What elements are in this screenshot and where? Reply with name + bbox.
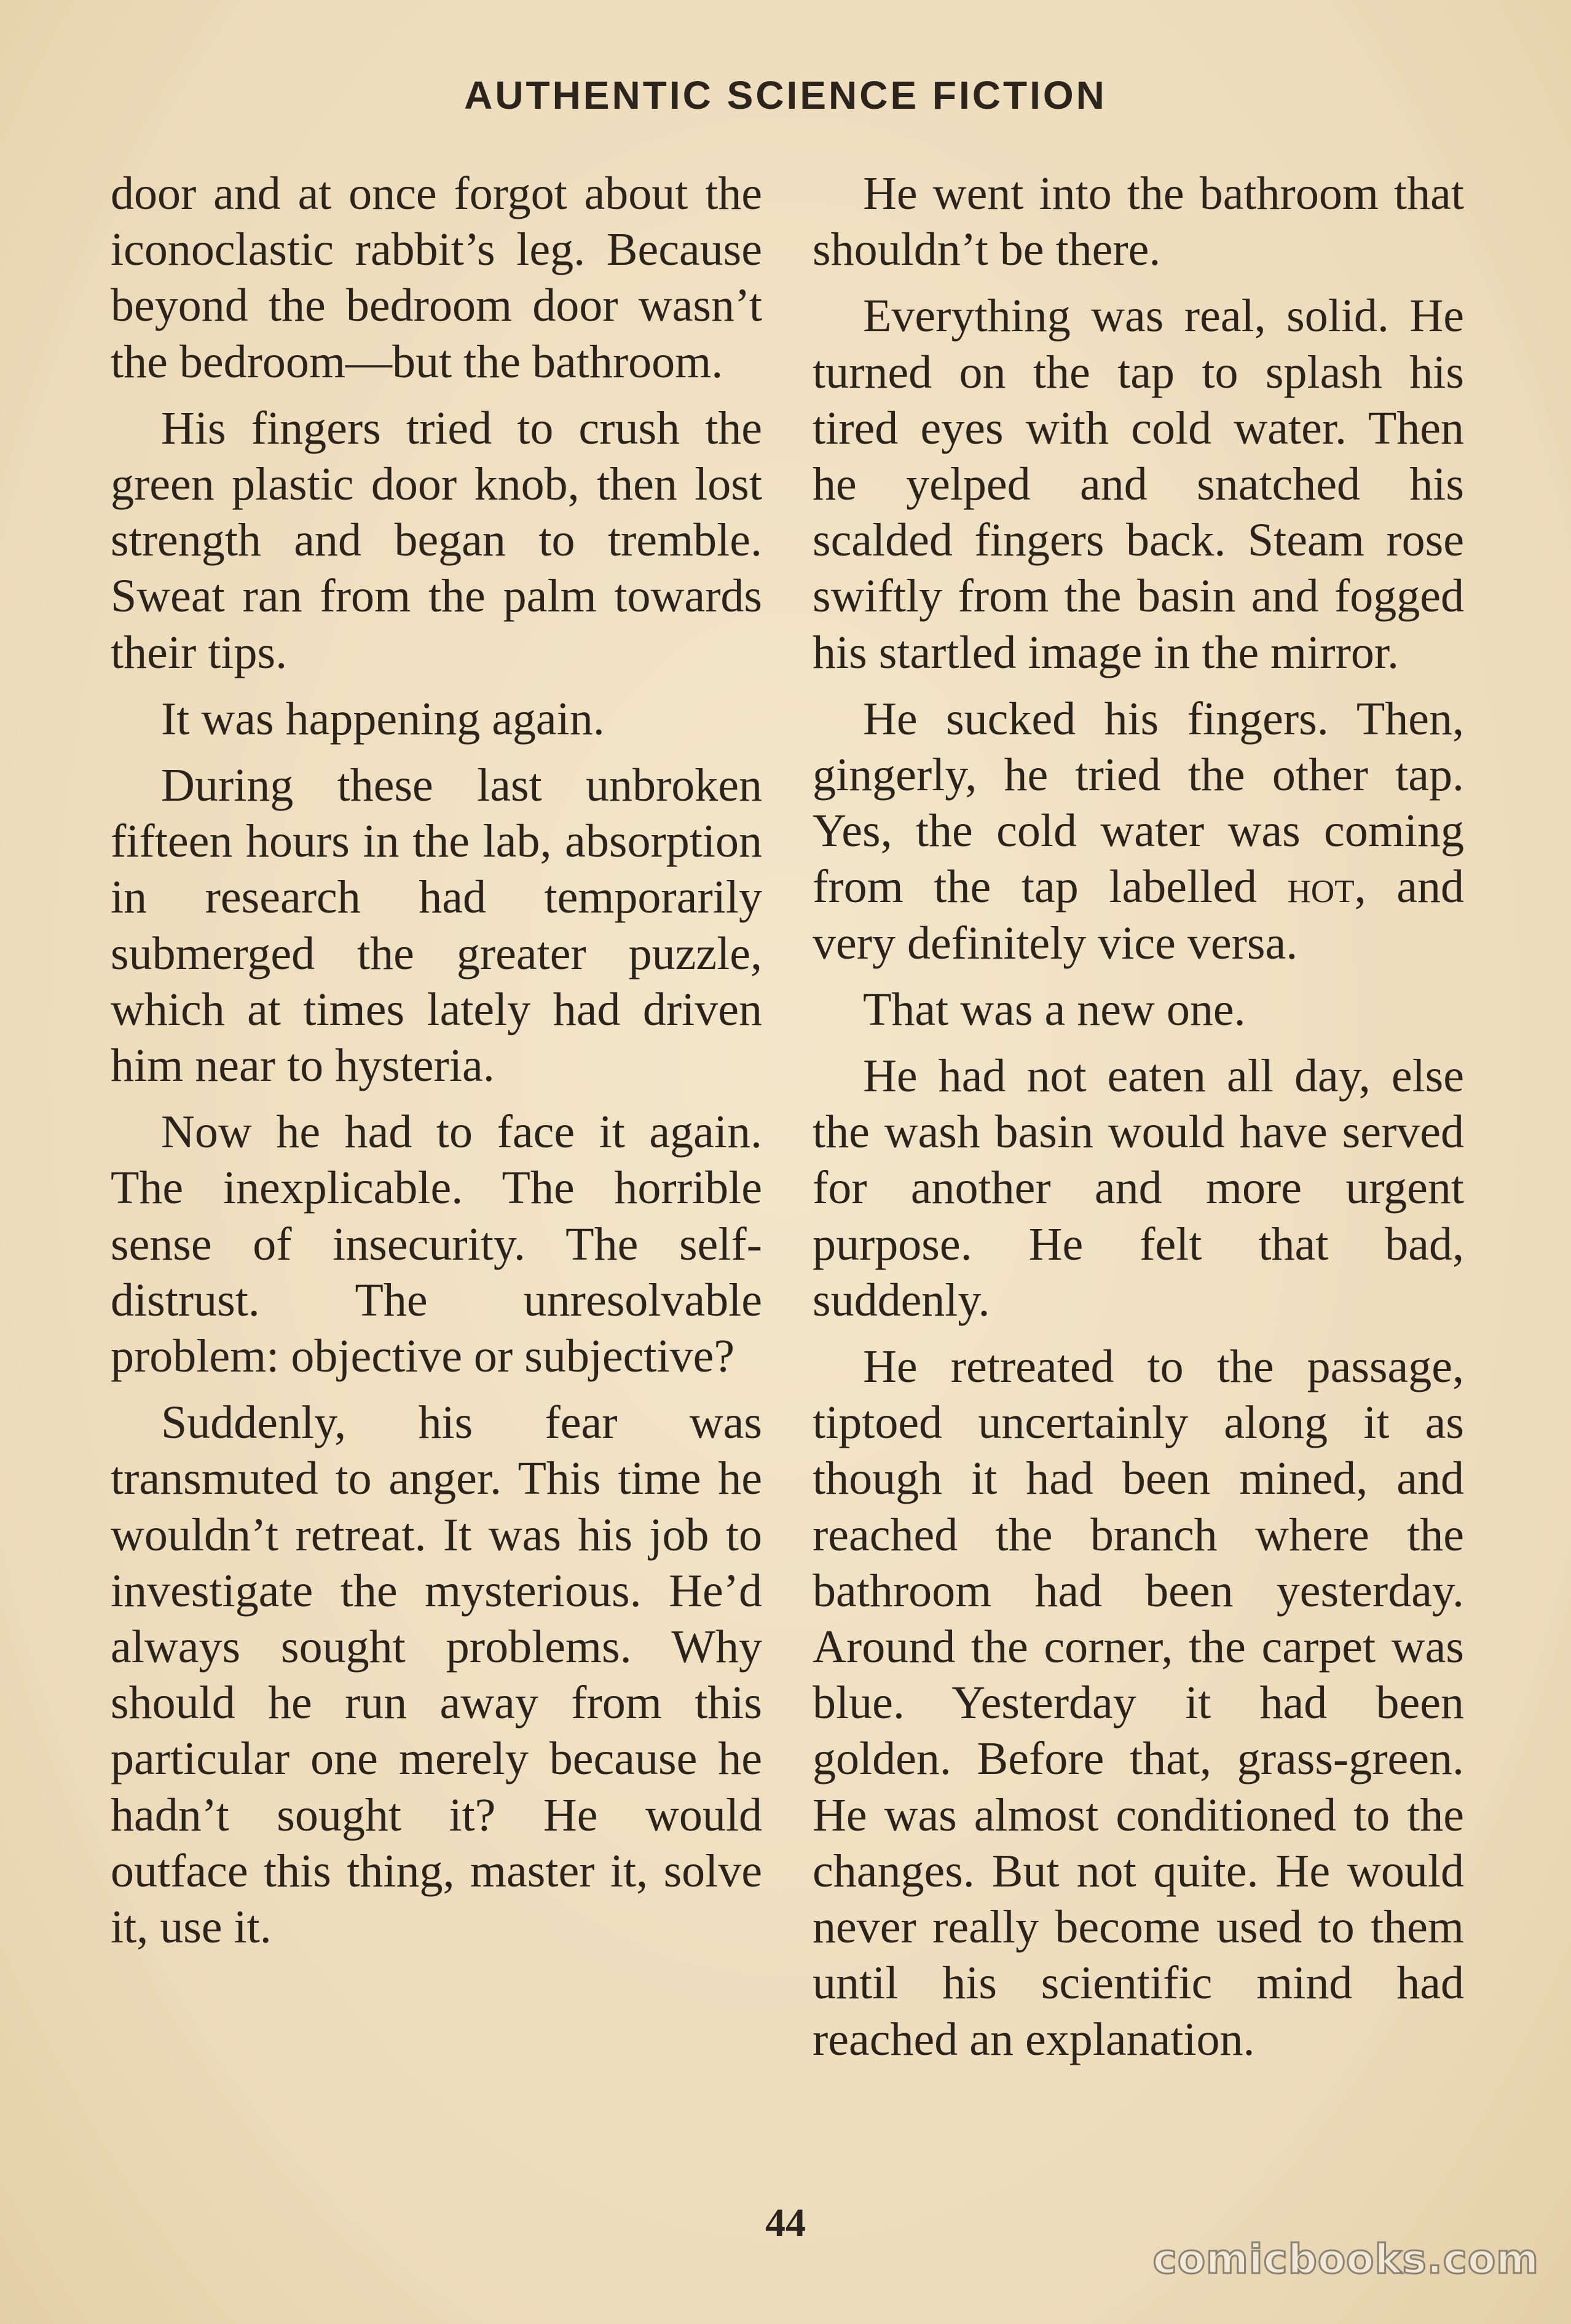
right-text-column bbox=[813, 166, 1464, 2078]
paragraph: door and at once forgot about the iconoclastic rabbit’s leg. Because beyond the bedroom door wasn’t the bedroom—but the bathroom. bbox=[111, 168, 762, 388]
paragraph: Suddenly, his fear was transmuted to anger. This time he wouldn’t retreat. It was his job to investigate the mysterious. He’d always sought problems. Why should he run away from this particular one merely because he hadn’t sought it? He would outface this thing, master it, solve it, use it. bbox=[111, 1397, 762, 1953]
paragraph: Now he had to face it again. The inexplicable. The horrible sense of insecurity. The self-distrust. The unresolvable problem: objective or subjective? bbox=[111, 1106, 762, 1383]
paragraph-text: He sucked his fingers. Then, gingerly, he tried the other tap. Yes, the cold water was coming from the tap labelled bbox=[813, 693, 1464, 913]
paragraph: He went into the bathroom that shouldn’t be there. bbox=[813, 168, 1464, 276]
running-header: AUTHENTIC SCIENCE FICTION bbox=[464, 73, 1107, 117]
tap-label-hot: hot bbox=[1287, 861, 1355, 913]
page-number: 44 bbox=[765, 2200, 806, 2245]
paragraph: He had not eaten all day, else the wash basin would have served for another and more urgent purpose. He felt that bad, suddenly. bbox=[813, 1050, 1464, 1326]
site-watermark: comicbooks.com bbox=[1152, 2236, 1539, 2283]
left-text-column bbox=[111, 166, 762, 1966]
paragraph: His fingers tried to crush the green plastic door knob, then lost strength and began to tremble. Sweat ran from the palm towards their tips. bbox=[111, 402, 762, 678]
paragraph: Everything was real, solid. He turned on the tap to splash his tired eyes with cold water. Then he yelped and snatched his scalded fingers back. Steam rose swiftly from the basin and fogged his startled image in the mirror. bbox=[813, 290, 1464, 678]
paragraph: That was a new one. bbox=[863, 983, 1246, 1035]
paragraph: It was happening again. bbox=[161, 693, 605, 745]
paragraph bbox=[813, 691, 1464, 972]
paragraph-text: , and very definitely vice versa. bbox=[813, 861, 1464, 969]
paragraph: During these last unbroken fifteen hours in the lab, absorption in research had temporarily submerged the greater puzzle, which at times lately had driven him near to hysteria. bbox=[111, 760, 762, 1092]
paragraph: He retreated to the passage, tiptoed uncertainly along it as though it had been mined, and reached the branch where the bathroom had been yesterday. Around the corner, the carpet was blue. Yesterday it had been golden. Before that, grass-green. He was almost conditioned to the changes. But not quite. He would never really become used to them until his scientific mind had reached an explanation. bbox=[813, 1341, 1464, 2065]
